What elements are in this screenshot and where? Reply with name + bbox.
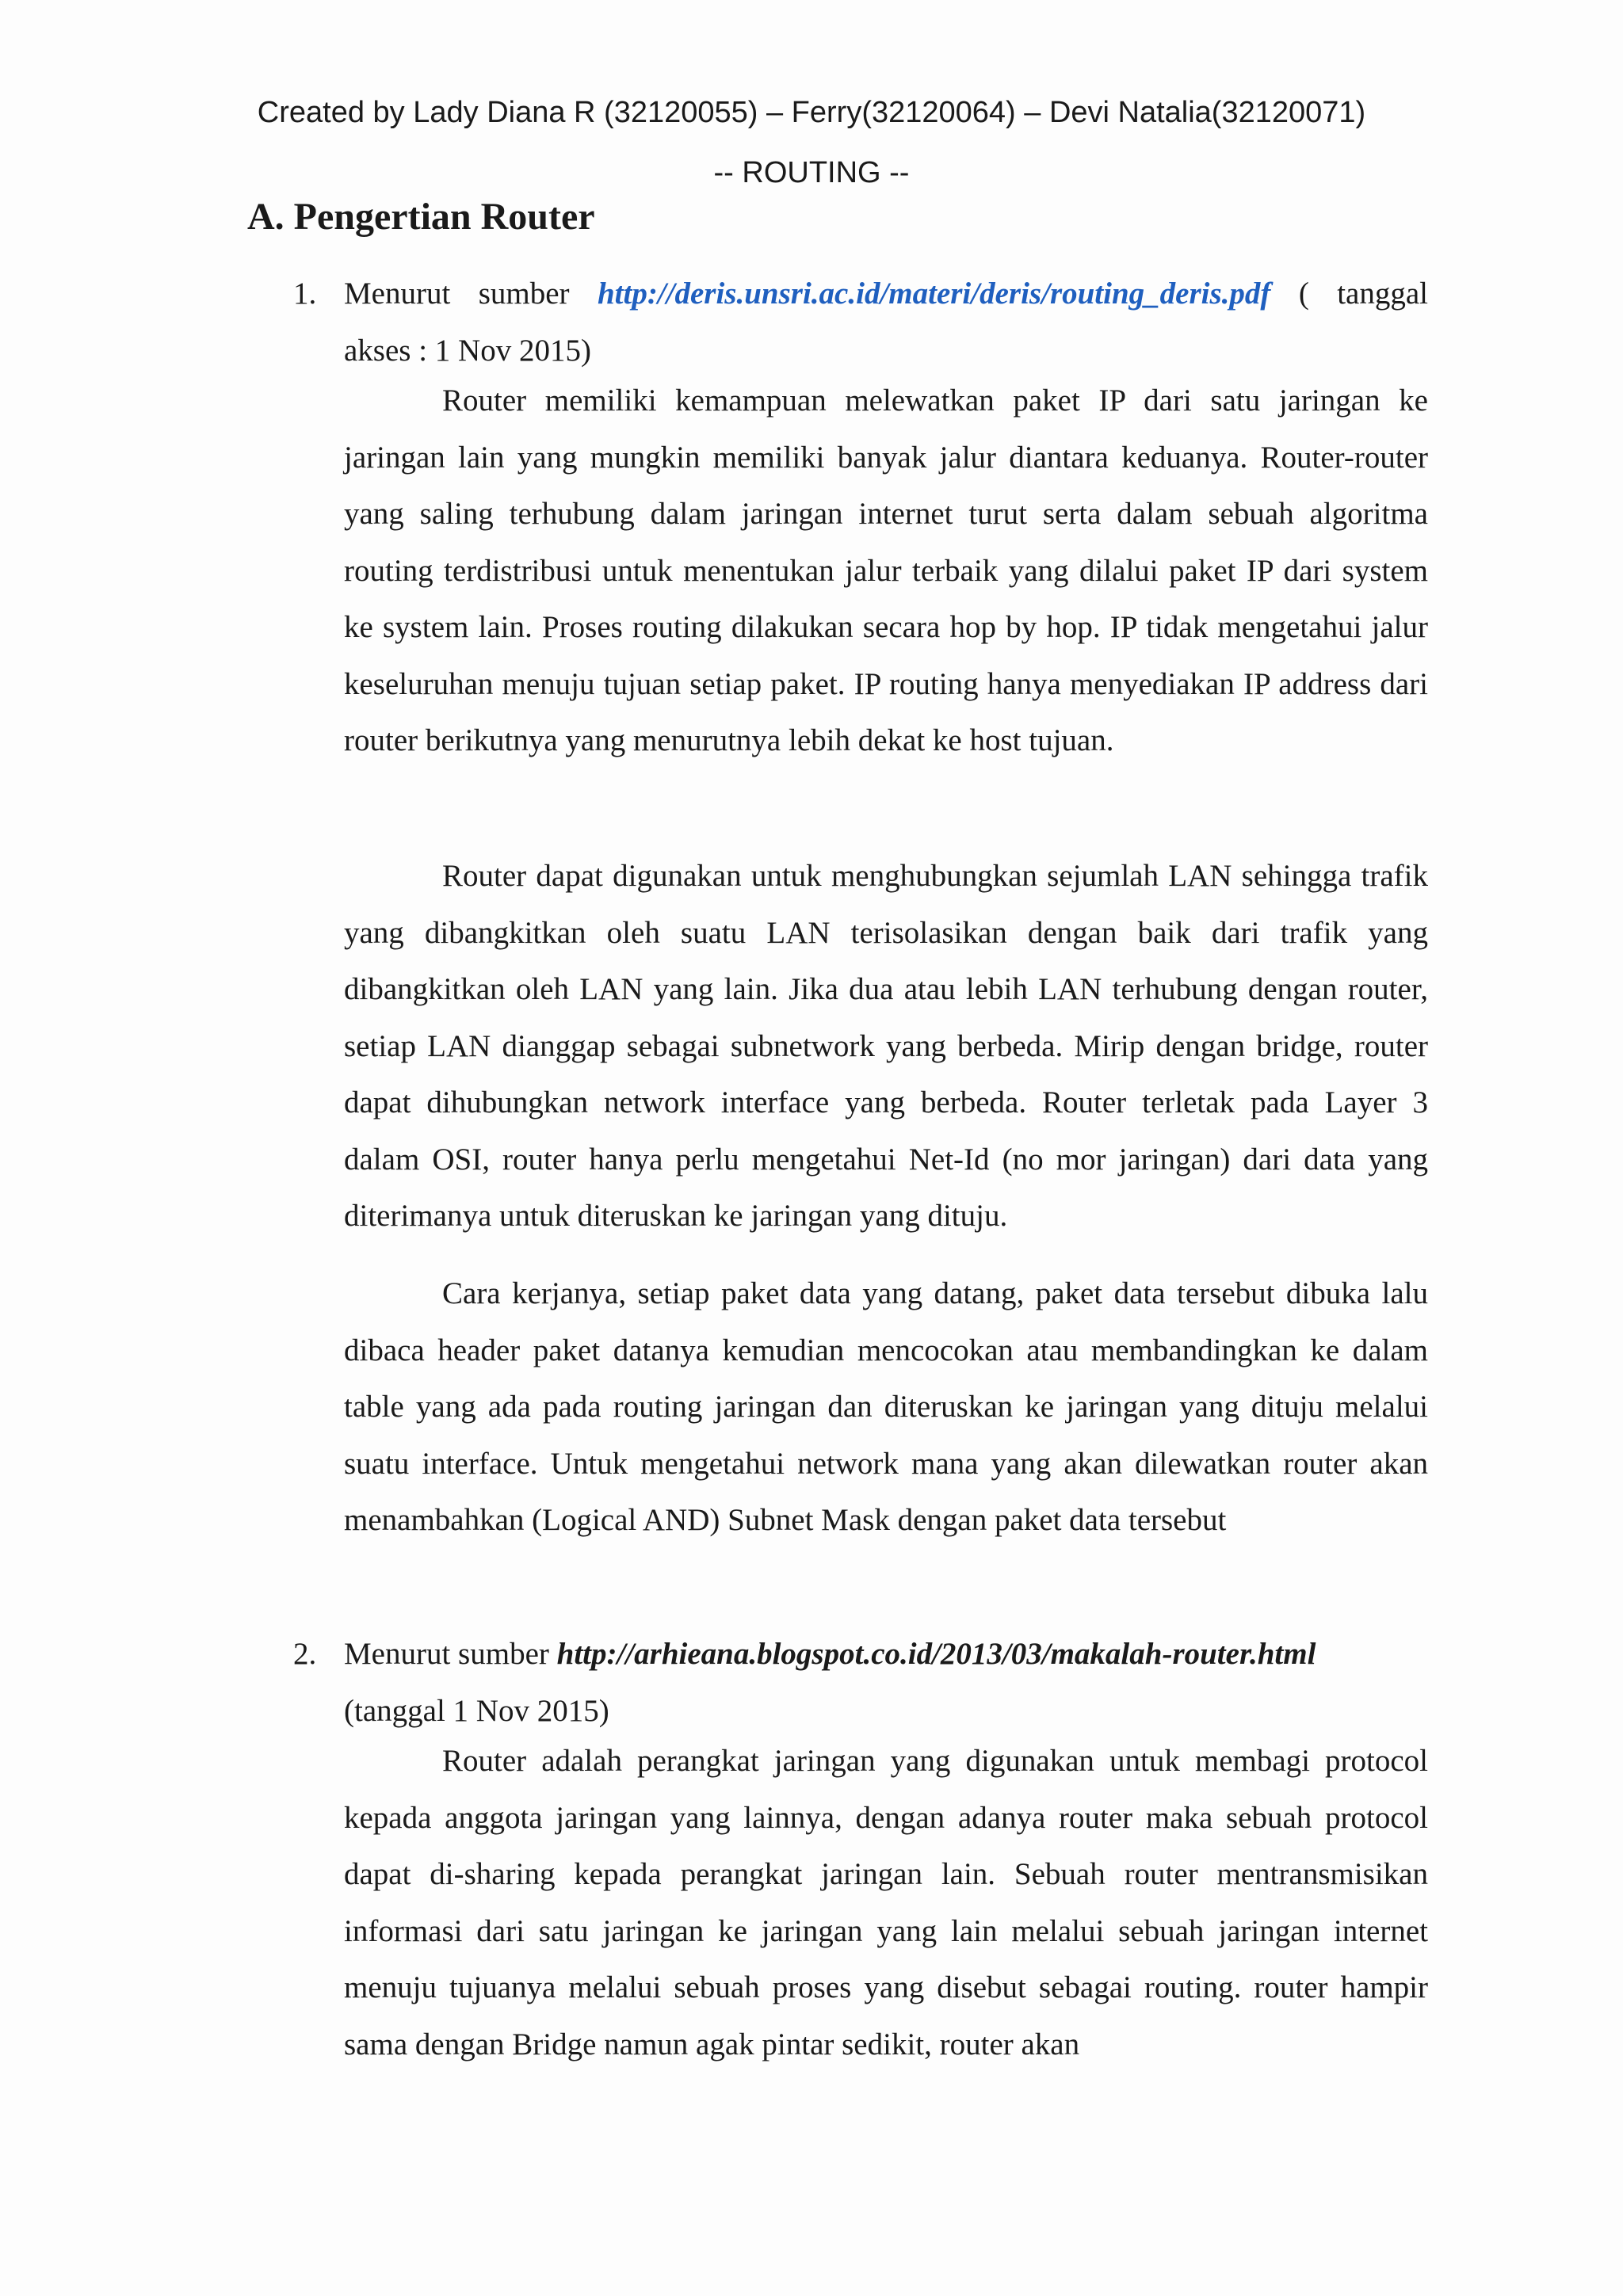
section-title: A. Pengertian Router [247, 196, 595, 238]
paragraph: Cara kerjanya, setiap paket data yang datang, paket data tersebut dibuka lalu dibaca header paket datanya kemudian mencocokan atau membandingkan ke dalam table yang ada pada routing jaringan dan diteruskan ke jaringan yang dituju melalui suatu interface. Untuk mengetahui network mana yang akan dilewatkan router akan menambahkan (Logical AND) Subnet Mask dengan paket data tersebut [344, 1276, 1428, 1537]
citation-line-1 [344, 265, 1428, 322]
source-link[interactable]: http://arhieana.blogspot.co.id/2013/03/makalah-router.html [556, 1637, 1316, 1671]
citation-line-1 [344, 1626, 1428, 1683]
citation-date-open: ( tanggal [1298, 277, 1429, 311]
source-citation [344, 265, 1428, 379]
paragraph: Router dapat digunakan untuk menghubungkan sejumlah LAN sehingga trafik yang dibangkitkan oleh suatu LAN terisolasikan dengan baik dari trafik yang dibangkitkan oleh LAN yang lain. Jika dua atau lebih LAN terhubung dengan router, setiap LAN dianggap sebagai subnetwork yang berbeda. Mirip dengan bridge, router dapat dihubungkan network interface yang berbeda. Router terletak pada Layer 3 dalam OSI, router hanya perlu mengetahui Net-Id (no mor jaringan) dari data yang diterimanya untuk diteruskan ke jaringan yang dituju. [344, 859, 1428, 1233]
source-link[interactable]: http://deris.unsri.ac.id/materi/deris/routing_deris.pdf [597, 277, 1271, 311]
source-citation [344, 1626, 1428, 1739]
list-item-number: 2. [293, 1637, 317, 1671]
citation-date: akses : 1 Nov 2015) [344, 333, 591, 368]
page-header-credits: Created by Lady Diana R (32120055) – Ferry(32120064) – Devi Natalia(32120071) [257, 96, 1366, 129]
citation-prefix: Menurut sumber [344, 1637, 549, 1671]
citation-date: (tanggal 1 Nov 2015) [344, 1693, 609, 1728]
list-item-2 [293, 1626, 1428, 1739]
paragraph: Router memiliki kemampuan melewatkan paket IP dari satu jaringan ke jaringan lain yang mungkin memiliki banyak jalur diantara keduanya. Router-router yang saling terhubung dalam jaringan internet turut serta dalam sebuah algoritma routing terdistribusi untuk menentukan jalur terbaik yang dilalui paket IP dari system ke system lain. Proses routing dilakukan secara hop by hop. IP tidak mengetahui jalur keseluruhan menuju tujuan setiap paket. IP routing hanya menyediakan IP address dari router berikutnya yang menurutnya lebih dekat ke host tujuan. [344, 383, 1428, 757]
page-subtitle: -- ROUTING -- [713, 156, 910, 189]
paragraph: Router adalah perangkat jaringan yang digunakan untuk membagi protocol kepada anggota jaringan yang lainnya, dengan adanya router maka sebuah protocol dapat di-sharing kepada perangkat jaringan lain. Sebuah router mentransmisikan informasi dari satu jaringan ke jaringan yang lain melalui sebuah jaringan internet menuju tujuanya melalui sebuah proses yang disebut sebagai routing. router hampir sama dengan Bridge namun agak pintar sedikit, router akan [344, 1744, 1428, 2061]
list-item-number: 1. [293, 277, 317, 311]
list-item-1 [293, 265, 1428, 379]
citation-prefix: Menurut sumber [344, 277, 570, 311]
